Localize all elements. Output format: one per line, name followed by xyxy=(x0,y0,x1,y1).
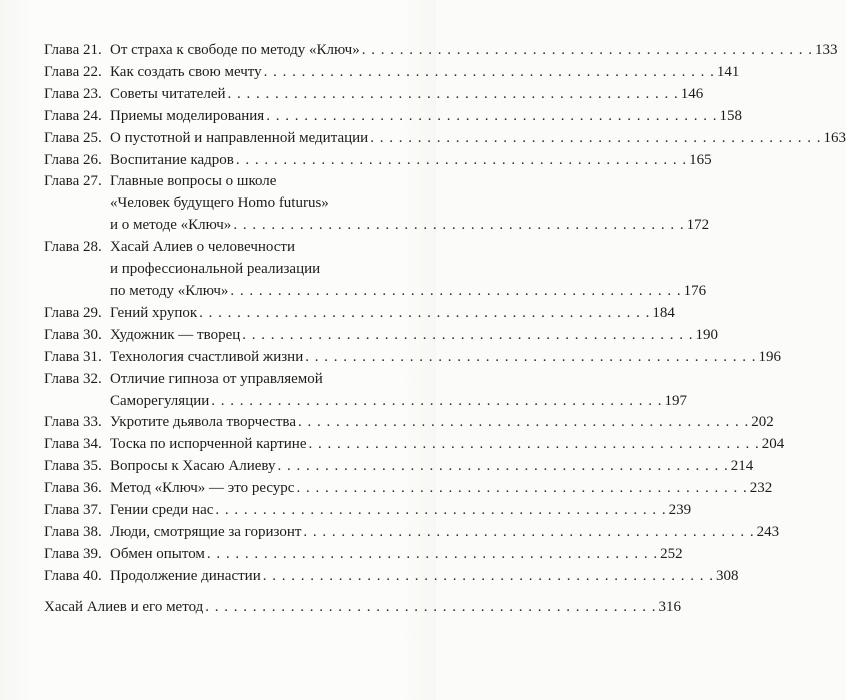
dot-leader: . . . . . . . . . . . . . . . . . . . . . . . . . . . . . . . . . . . . . . . . . . . . . . . . xyxy=(277,458,729,475)
toc-entry-line xyxy=(44,500,692,522)
chapter-number: Глава 33. xyxy=(44,414,102,431)
toc-entry-line xyxy=(44,325,719,347)
chapter-number: Глава 27. xyxy=(44,173,102,190)
dot-leader: . . . . . . . . . . . . . . . . . . . . . . . . . . . . . . . . . . . . . . . . . . . . . . . . xyxy=(242,326,694,343)
chapter-title: Обмен опытом xyxy=(110,545,205,562)
toc-entry xyxy=(44,62,740,84)
toc-entry-line xyxy=(44,303,675,325)
chapter-title: О пустотной и направленной медитации xyxy=(110,129,369,146)
chapter-number: Глава 34. xyxy=(44,436,102,453)
chapter-title: Люди, смотрящие за горизонт xyxy=(110,523,302,540)
page-number: 141 xyxy=(716,63,740,80)
toc-entry xyxy=(44,500,692,522)
toc-entry-line xyxy=(44,128,846,150)
page-number: 163 xyxy=(823,129,846,146)
toc-entry-line xyxy=(44,171,416,193)
toc-entry-line xyxy=(44,62,740,84)
page-number: 146 xyxy=(680,85,704,102)
chapter-title: Гений хрупок xyxy=(110,304,198,321)
chapter-number: Глава 22. xyxy=(44,63,102,80)
toc-entry-line xyxy=(44,391,688,413)
chapter-title: От страха к свободе по методу «Ключ» xyxy=(110,42,360,58)
page-number: 165 xyxy=(689,151,712,168)
chapter-number: Глава 30. xyxy=(44,326,102,343)
toc-entry xyxy=(44,412,774,434)
chapter-number: Глава 40. xyxy=(44,567,102,584)
dot-leader: . . . . . . . . . . . . . . . . . . . . . . . . . . . . . . . . . . . . . . . . . . . . . . . . xyxy=(305,348,757,365)
chapter-title: по методу «Ключ» xyxy=(110,282,229,299)
chapter-title: Как создать свою мечту xyxy=(110,63,262,80)
page-number: 176 xyxy=(683,282,707,299)
dot-leader: . . . . . . . . . . . . . . . . . . . . . . . . . . . . . . . . . . . . . . . . . . . . . . . . xyxy=(206,545,659,562)
chapter-title: Хасай Алиев о человечности xyxy=(110,239,296,256)
dot-leader: . . . . . . . . . . . . . . . . . . . . . . . . . . . . . . . . . . . . . . . . . . . . . . . . xyxy=(361,42,813,58)
chapter-number: Глава 24. xyxy=(44,107,102,124)
toc-entry-line xyxy=(44,281,707,303)
chapter-number: Глава 29. xyxy=(44,304,102,321)
toc-entry xyxy=(44,456,754,478)
toc-entry xyxy=(44,347,781,369)
page-number: 252 xyxy=(660,545,683,562)
page-number: 239 xyxy=(668,502,692,519)
chapter-title: Укротите дьявола творчества xyxy=(110,414,296,431)
chapter-title: Главные вопросы о школе xyxy=(110,173,277,190)
dot-leader: . . . . . . . . . . . . . . . . . . . . . . . . . . . . . . . . . . . . . . . . . . . . . . . . xyxy=(263,63,715,80)
chapter-title: и профессиональной реализации xyxy=(110,261,321,278)
page-number: 184 xyxy=(652,304,675,321)
dot-leader: . . . . . . . . . . . . . . . . . . . . . . . . . . . . . . . . . . . . . . . . . . . . . . . . xyxy=(211,392,663,409)
page-number: 190 xyxy=(695,326,719,343)
chapter-number: Глава 36. xyxy=(44,480,102,497)
toc-entry-line xyxy=(44,544,683,566)
toc-entry-line xyxy=(44,259,416,281)
dot-leader: . . . . . . . . . . . . . . . . . . . . . . . . . . . . . . . . . . . . . . . . . . . . . . . . xyxy=(205,598,657,615)
toc-entry-line xyxy=(44,237,416,259)
chapter-title: Советы читателей xyxy=(110,85,226,102)
page-number: 243 xyxy=(756,523,780,540)
toc-entry xyxy=(44,106,742,128)
dot-leader: . . . . . . . . . . . . . . . . . . . . . . . . . . . . . . . . . . . . . . . . . . . . . . . . xyxy=(308,436,760,453)
toc-entry xyxy=(44,566,739,588)
page-number: 308 xyxy=(715,567,739,584)
chapter-title: Воспитание кадров xyxy=(110,151,234,168)
toc-entry xyxy=(44,478,773,500)
dot-leader: . . . . . . . . . . . . . . . . . . . . . . . . . . . . . . . . . . . . . . . . . . . . . . . . xyxy=(230,282,682,299)
chapter-title: Гении среди нас xyxy=(110,502,214,519)
toc-entry xyxy=(44,171,710,237)
chapter-number: Глава 35. xyxy=(44,458,102,475)
chapter-title: Метод «Ключ» — это ресурс xyxy=(110,480,295,497)
chapter-number: Глава 32. xyxy=(44,370,102,387)
section-title: Хасай Алиев и его метод xyxy=(44,598,204,615)
toc-entry-line xyxy=(44,150,712,172)
chapter-title: Художник — творец xyxy=(110,326,241,343)
dot-leader: . . . . . . . . . . . . . . . . . . . . . . . . . . . . . . . . . . . . . . . . . . . . . . . . xyxy=(199,304,651,321)
dot-leader: . . . . . . . . . . . . . . . . . . . . . . . . . . . . . . . . . . . . . . . . . . . . . . . . xyxy=(297,414,750,431)
toc-entry-line xyxy=(44,40,838,62)
toc-entry-line xyxy=(44,106,742,128)
page-number: 196 xyxy=(758,348,781,365)
toc-entry-line xyxy=(44,369,416,391)
chapter-number: Глава 25. xyxy=(44,129,102,146)
chapter-title: «Человек будущего Homo futurus» xyxy=(110,195,329,212)
page-number: 197 xyxy=(664,392,688,409)
toc-entry xyxy=(44,522,780,544)
chapter-title: Саморегуляции xyxy=(110,392,210,409)
chapter-title: Технология счастливой жизни xyxy=(110,348,304,365)
page-number: 158 xyxy=(719,107,742,124)
chapter-number: Глава 39. xyxy=(44,545,102,562)
page-number: 316 xyxy=(658,598,682,615)
toc-entry-line xyxy=(44,478,773,500)
chapter-title: и о методе «Ключ» xyxy=(110,217,232,234)
toc-entry-line xyxy=(44,456,754,478)
dot-leader: . . . . . . . . . . . . . . . . . . . . . . . . . . . . . . . . . . . . . . . . . . . . . . . . xyxy=(215,502,667,519)
toc-entry-line xyxy=(44,566,739,588)
toc-entry xyxy=(44,40,838,62)
toc-entry-line xyxy=(44,434,785,456)
chapter-number: Глава 37. xyxy=(44,502,102,519)
toc-entry-line xyxy=(44,597,682,619)
chapter-title: Вопросы к Хасаю Алиеву xyxy=(110,458,276,475)
toc-entry-line xyxy=(44,215,710,237)
page-number: 232 xyxy=(749,480,773,497)
page-number: 214 xyxy=(730,458,754,475)
chapter-title: Приемы моделирования xyxy=(110,107,265,124)
page-number: 133 xyxy=(814,42,838,58)
dot-leader: . . . . . . . . . . . . . . . . . . . . . . . . . . . . . . . . . . . . . . . . . . . . . . . . xyxy=(233,217,685,234)
chapter-number: Глава 38. xyxy=(44,523,102,540)
toc-entry-line xyxy=(44,412,774,434)
toc-entry xyxy=(44,237,707,303)
dot-leader: . . . . . . . . . . . . . . . . . . . . . . . . . . . . . . . . . . . . . . . . . . . . . . . . xyxy=(262,567,714,584)
chapter-title: Тоска по испорченной картине xyxy=(110,436,307,453)
dot-leader: . . . . . . . . . . . . . . . . . . . . . . . . . . . . . . . . . . . . . . . . . . . . . . . . xyxy=(227,85,679,102)
page-number: 204 xyxy=(761,436,785,453)
toc-entry xyxy=(44,303,675,325)
toc-entry xyxy=(44,128,846,150)
chapter-number: Глава 21. xyxy=(44,42,102,58)
toc-entry-line xyxy=(44,84,704,106)
dot-leader: . . . . . . . . . . . . . . . . . . . . . . . . . . . . . . . . . . . . . . . . . . . . . . . . xyxy=(235,151,688,168)
chapter-number: Глава 23. xyxy=(44,85,102,102)
chapter-number: Глава 26. xyxy=(44,151,102,168)
toc-entry xyxy=(44,325,719,347)
dot-leader: . . . . . . . . . . . . . . . . . . . . . . . . . . . . . . . . . . . . . . . . . . . . . . . . xyxy=(370,129,822,146)
dot-leader: . . . . . . . . . . . . . . . . . . . . . . . . . . . . . . . . . . . . . . . . . . . . . . . . xyxy=(266,107,718,124)
toc-entry-line xyxy=(44,193,416,215)
chapter-title: Отличие гипноза от управляемой xyxy=(110,370,323,387)
toc-entry xyxy=(44,150,712,172)
toc-entry xyxy=(44,84,704,106)
toc-entry-final xyxy=(44,597,682,619)
chapter-number: Глава 31. xyxy=(44,348,102,365)
chapter-title: Продолжение династии xyxy=(110,567,261,584)
dot-leader: . . . . . . . . . . . . . . . . . . . . . . . . . . . . . . . . . . . . . . . . . . . . . . . . xyxy=(296,480,748,497)
toc-entry xyxy=(44,369,688,413)
page-number: 202 xyxy=(751,414,774,431)
table-of-contents xyxy=(44,40,846,619)
page-number: 172 xyxy=(686,217,710,234)
toc-entry xyxy=(44,434,785,456)
chapter-number: Глава 28. xyxy=(44,239,102,256)
toc-entry-line xyxy=(44,347,781,369)
dot-leader: . . . . . . . . . . . . . . . . . . . . . . . . . . . . . . . . . . . . . . . . . . . . . . . . xyxy=(303,523,755,540)
toc-entry-line xyxy=(44,522,780,544)
toc-entry xyxy=(44,544,683,566)
